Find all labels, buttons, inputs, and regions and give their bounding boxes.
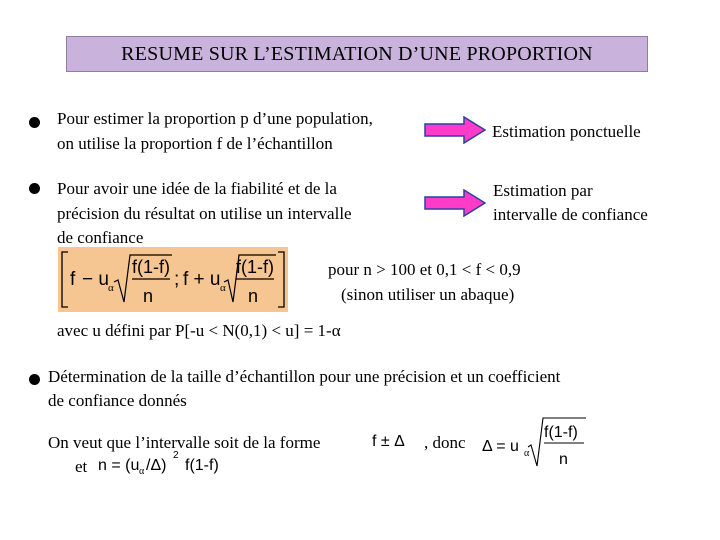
- n-sub-alpha: α: [139, 466, 145, 477]
- formula-f-minus-u: f: [70, 269, 76, 290]
- delta-lhs: Δ = u: [482, 438, 519, 455]
- delta-numerator: f(1-f): [544, 424, 578, 441]
- form-f-pm-delta: f ± Δ: [372, 433, 405, 450]
- bullet-2-line-3: de confiance: [57, 228, 144, 247]
- result-intervalle-line-2: intervalle de confiance: [493, 205, 648, 224]
- bullet-marker-3: [29, 374, 40, 385]
- result-ponctuelle: Estimation ponctuelle: [492, 122, 641, 141]
- sample-size-line-1: On veut que l’intervalle soit de la forme: [48, 433, 321, 452]
- formula-denominator-1: n: [143, 286, 154, 306]
- formula-sub-alpha-2: α: [220, 282, 226, 294]
- arrow-right-icon: [424, 116, 486, 144]
- bullet-1-line-2: on utilise la proportion f de l’échantillon: [57, 134, 333, 153]
- n-tail: f(1-f): [185, 457, 219, 474]
- formula-sub-alpha-1: α: [108, 282, 114, 294]
- formula-numerator-2: f(1-f): [236, 257, 274, 277]
- bullet-2-line-1: Pour avoir une idée de la fiabilité et de la: [57, 179, 337, 198]
- condition-line-1: pour n > 100 et 0,1 < f < 0,9: [328, 260, 521, 279]
- et-text: et: [75, 457, 88, 476]
- page-title: RESUME SUR L’ESTIMATION D’UNE PROPORTION: [66, 36, 648, 72]
- formula-minus-u: − u: [82, 269, 109, 290]
- delta-sub-alpha: α: [524, 448, 530, 459]
- bullet-3-line-2: de confiance donnés: [48, 391, 187, 410]
- bullet-2-line-2: précision du résultat on utilise un intervalle: [57, 204, 352, 223]
- delta-denominator: n: [559, 451, 568, 468]
- confidence-interval-formula: [58, 247, 288, 312]
- formula-numerator-1: f(1-f): [132, 257, 170, 277]
- condition-line-2: (sinon utiliser un abaque): [341, 285, 515, 304]
- n-exponent: 2: [173, 450, 179, 461]
- arrow-right-icon-2: [424, 189, 486, 217]
- bullet-marker-2: [29, 183, 40, 194]
- delta-formula: [480, 413, 590, 471]
- n-delta: /Δ): [146, 457, 167, 474]
- bullet-1-line-1: Pour estimer la proportion p d’une population,: [57, 109, 373, 128]
- u-definition: avec u défini par P[-u < N(0,1) < u] = 1-α: [57, 321, 341, 340]
- n-formula: [96, 448, 246, 480]
- bullet-marker-1: [29, 117, 40, 128]
- formula-sep: ;: [174, 269, 180, 290]
- formula-plus-u: f + u: [183, 269, 221, 290]
- bullet-3-line-1: Détermination de la taille d’échantillon pour une précision et un coefficient: [48, 367, 561, 386]
- n-eq: n = (u: [98, 457, 140, 474]
- donc-text: , donc: [424, 433, 466, 452]
- result-intervalle-line-1: Estimation par: [493, 181, 593, 200]
- formula-denominator-2: n: [248, 286, 259, 306]
